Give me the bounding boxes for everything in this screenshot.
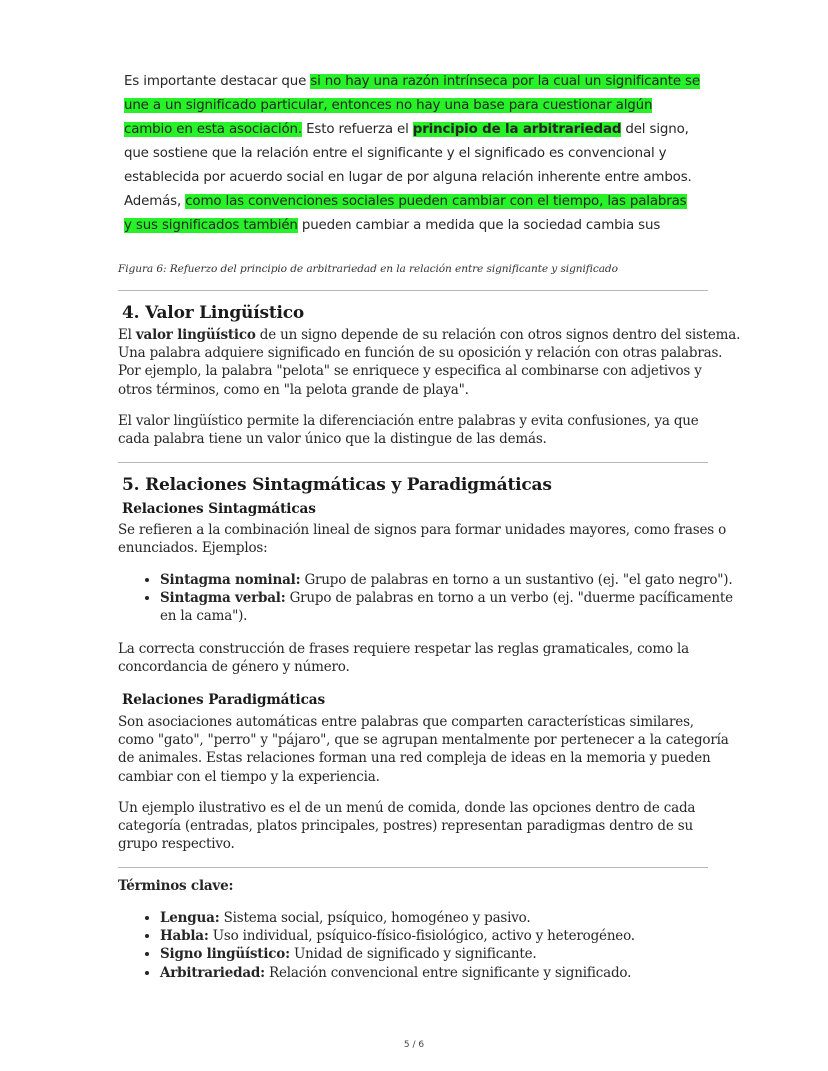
list-item: • Sintagma nominal: Grupo de palabras en torno a un sustantivo (ej. "el gato negro"). (160, 571, 740, 589)
highlight: y sus significados también (124, 218, 298, 233)
figure-line-5: establecida por acuerdo social en lugar de por alguna relación inherente entre ambos. (124, 170, 692, 185)
sintagmaticas-intro: Se refieren a la combinación lineal de signos para formar unidades mayores, como frases o enunciados. Ejemplos: (118, 522, 727, 557)
section-4-paragraph-2: El valor lingüístico permite la diferenciación entre palabras y evita confusiones, ya que cada palabra tiene un valor único que la distingue de las demás. (118, 413, 699, 448)
figure-6-image (118, 62, 718, 232)
paradigmaticas-paragraph-1: Son asociaciones automáticas entre palabras que comparten características similares, como "gato", "perro" y "pájaro", que se agrupan mentalmente por pertenecer a la categoría de animales. Estas relaciones forman una red compleja de ideas en la memoria y pueden cambiar con el tiempo y la experiencia. (118, 714, 729, 785)
list-item: • Sintagma verbal: Grupo de palabras en torno a un verbo (ej. "duerme pacíficamente en la cama"). (160, 589, 740, 625)
paradigmaticas-paragraph-2: Un ejemplo ilustrativo es el de un menú de comida, donde las opciones dentro de cada categoría (entradas, platos principales, postres) representan paradigmas dentro de su grupo respectivo. (118, 800, 696, 853)
subsection-sintagmaticas-heading: Relaciones Sintagmáticas (122, 501, 316, 517)
highlight: une a un significado particular, entonces no hay una base para cuestionar algún (124, 98, 653, 113)
figure-line-3: cambio en esta asociación. Esto refuerza el principio de la arbitrariedad del signo, (124, 122, 689, 137)
list-item: • Signo lingüístico: Unidad de significado y significante. (160, 945, 740, 963)
figure-line-1: Es importante destacar que si no hay una razón intrínseca por la cual un significante se (124, 74, 700, 89)
divider (118, 290, 708, 291)
divider (118, 462, 708, 463)
subsection-paradigmaticas-heading: Relaciones Paradigmáticas (122, 692, 326, 708)
key-terms-list (136, 909, 740, 982)
figure-line-7: y sus significados también pueden cambiar a medida que la sociedad cambia sus (124, 218, 661, 233)
list-item: • Arbitrariedad: Relación convencional entre significante y significado. (160, 964, 740, 982)
page-number: 5 / 6 (403, 1040, 425, 1050)
sintagma-list (136, 571, 740, 626)
highlight: cambio en esta asociación. (124, 122, 302, 137)
highlight: si no hay una razón intrínseca por la cual un significante se (310, 74, 700, 89)
list-item: • Lengua: Sistema social, psíquico, homogéneo y pasivo. (160, 909, 740, 927)
section-5-title: 5. Relaciones Sintagmáticas y Paradigmáticas (122, 475, 552, 495)
list-item: • Habla: Uso individual, psíquico-físico-fisiológico, activo y heterogéneo. (160, 927, 740, 945)
section-4-title: 4. Valor Lingüístico (122, 303, 305, 323)
sintagmaticas-conclusion: La correcta construcción de frases requiere respetar las reglas gramaticales, como la concordancia de género y número. (118, 641, 689, 676)
section-4-paragraph-1: El valor lingüístico de un signo depende de su relación con otros signos dentro del sistema. Una palabra adquiere significado en función de su oposición y relación con otras palabras. Por ejemplo, la palabra "pelota" se enriquece y especifica al combinarse con adjetivos y otros términos, como en "la pelota grande de playa". (118, 327, 741, 398)
highlight-bold: principio de la arbitrariedad (412, 122, 622, 137)
figure-line-2 (124, 94, 652, 118)
figure-caption: Figura 6: Refuerzo del principio de arbitrariedad en la relación entre significante y significado (118, 263, 618, 275)
figure-line-6: Además, como las convenciones sociales pueden cambiar con el tiempo, las palabras (124, 194, 687, 209)
figure-line-4: que sostiene que la relación entre el significante y el significado es convencional y (124, 146, 667, 161)
key-terms-heading: Términos clave: (118, 878, 234, 894)
highlight: como las convenciones sociales pueden cambiar con el tiempo, las palabras (185, 194, 687, 209)
divider (118, 867, 708, 868)
